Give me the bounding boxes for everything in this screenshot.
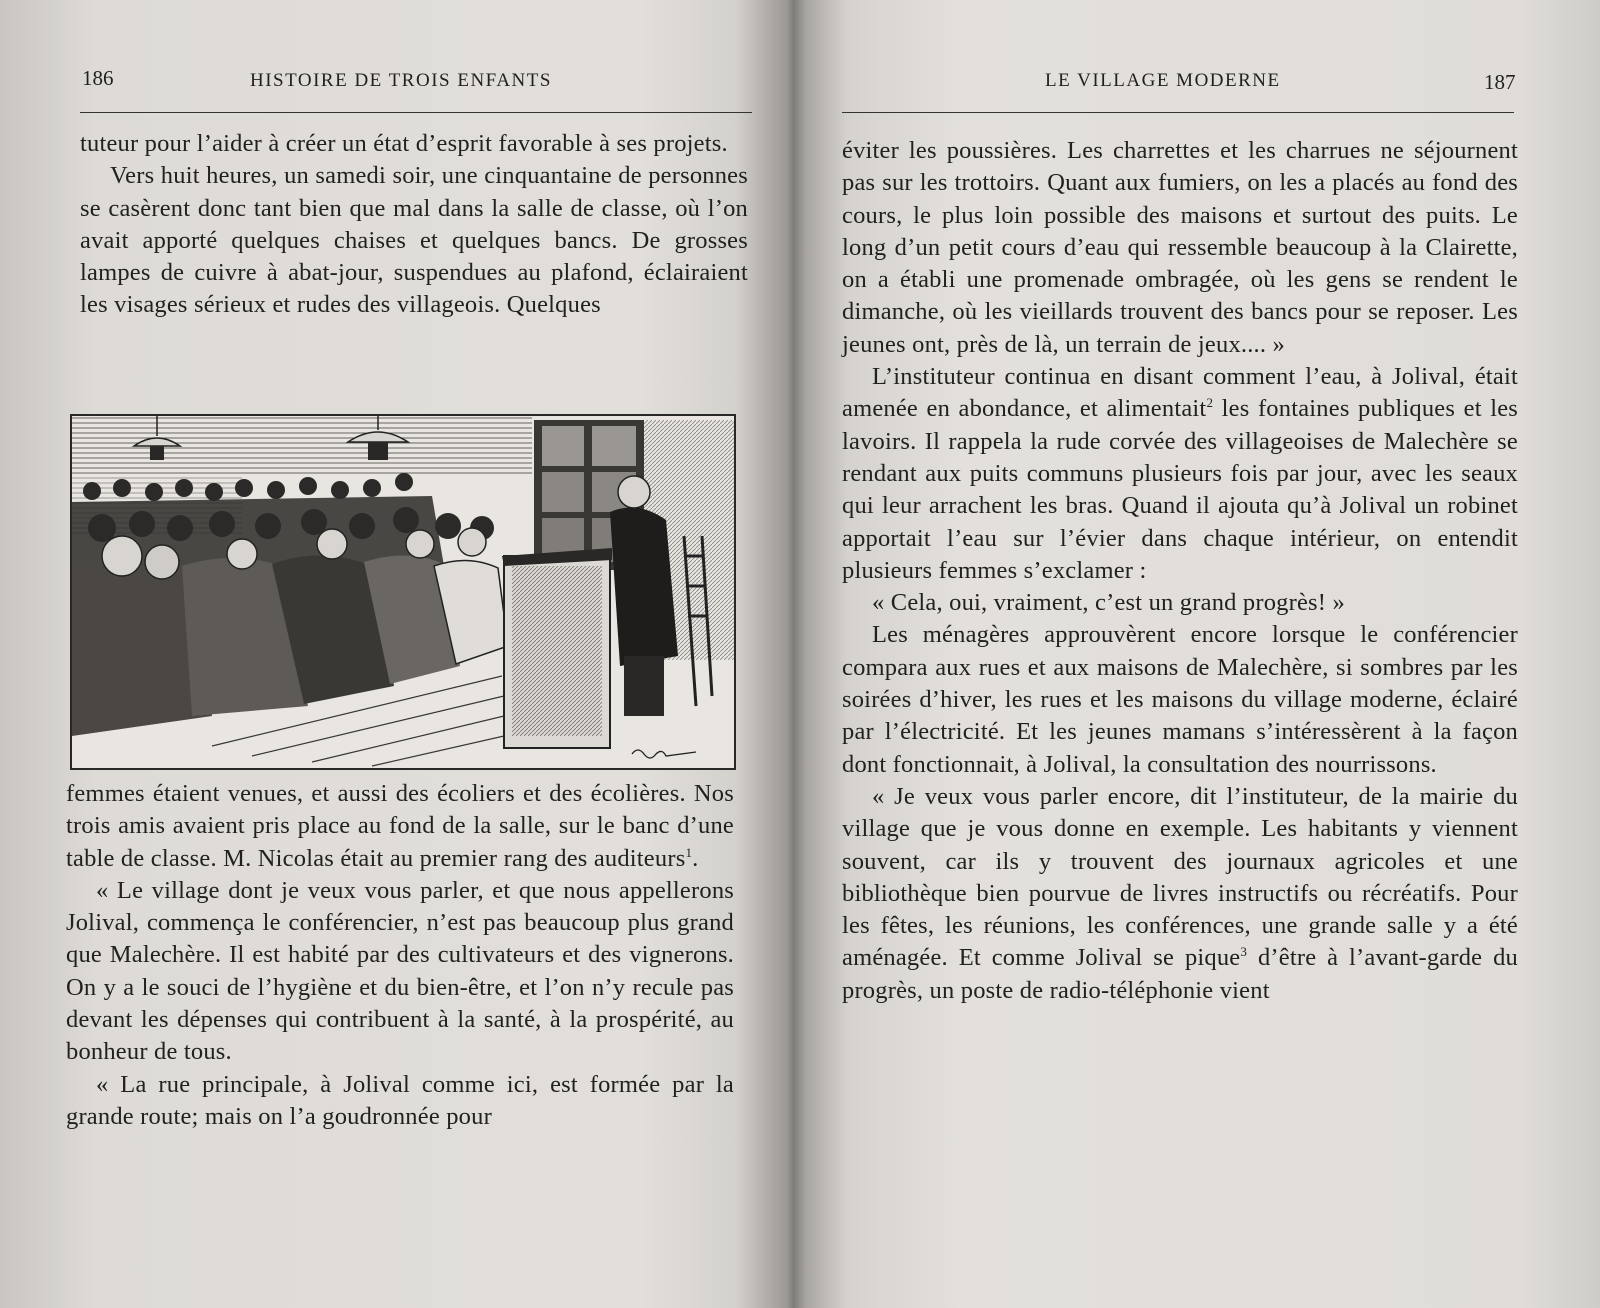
page-number: 187 — [1484, 70, 1516, 94]
paragraph — [66, 875, 734, 1069]
paragraph-text: « Le village dont je veux vous parler, et que nous appellerons Jolival, commença le conférencier, n’est pas beaucoup plus grand que Malechère. Il est habité par des cultivateurs et des vignerons. On y a le souci de l’hygiène et du bien-être, et l’on n’y recule pas devant les dépenses qui contribuent à la santé, à la prospérité, au bonheur de tous. — [66, 876, 734, 1066]
paragraph — [80, 128, 748, 160]
paragraph — [66, 1069, 734, 1134]
paragraph-tail: d’être à l’avant-garde du progrès, un poste de radio-téléphonie vient — [842, 944, 1518, 1004]
paragraph-text: Les ménagères approuvèrent encore lorsque le conférencier compara aux rues et aux maisons de Malechère, si sombres par les soirées d’hiver, les rues et les maisons du village moderne, éclairé par l’électricité. Et les jeunes mamans s’intéressèrent à la façon dont fonctionnait, à Jolival, la consultation des nourrissons. — [842, 621, 1518, 778]
footnote-ref: 3 — [1240, 944, 1248, 960]
header-rule — [842, 112, 1514, 113]
page-number: 186 — [82, 66, 114, 90]
running-head: LE VILLAGE MODERNE — [1045, 70, 1281, 91]
footnote-ref: 1 — [685, 844, 693, 860]
header-rule — [80, 112, 752, 113]
paragraph-tail: . — [692, 844, 699, 872]
paragraph — [842, 361, 1518, 587]
paragraph-text: éviter les poussières. Les charrettes et les charrues ne séjournent pas sur les trottoirs. Quant aux fumiers, on les a placés au fond des cours, le plus loin possible des maisons et surtout des puits. Le long d’un petit cours d’eau qui ressemble beaucoup à la Clairette, on a établi une promenade ombragée, où les gens se rendent le dimanche, où les vieillards trouvent des bancs pour se reposer. Les jeunes ont, près de là, un terrain de jeux.... » — [842, 137, 1518, 358]
paragraph-tail: les fontaines publiques et les lavoirs. Il rappela la rude corvée des villageoises de Malechère se rendant aux puits communs plusieurs fois par jour, avec les seaux qui leur arrachent les bras. Quand il ajouta qu’à Jolival un robinet apportait l’eau sur l’évier dans chaque intérieur, on entendit plusieurs femmes s’exclamer : — [842, 395, 1519, 584]
footnote-ref: 2 — [1206, 395, 1214, 411]
paragraph — [842, 781, 1518, 1007]
text-before-figure — [80, 128, 748, 322]
paragraph — [842, 587, 1518, 619]
paragraph — [842, 619, 1518, 780]
text-after-figure — [66, 778, 734, 1133]
illustration-village-conference — [70, 414, 736, 770]
paragraph — [66, 778, 734, 875]
paragraph-text: tuteur pour l’aider à créer un état d’esprit favorable à ses projets. — [80, 130, 728, 157]
body-text — [842, 135, 1518, 1007]
lectern — [502, 548, 612, 748]
left-page — [0, 0, 790, 1308]
paragraph-text: « La rue principale, à Jolival comme ici, est formée par la grande route; mais on l’a goudronnée pour — [66, 1070, 734, 1130]
paragraph-text: L’instituteur continua en disant comment l’eau, à Jolival, était amenée en abondance, et alimentait — [842, 363, 1518, 423]
paragraph — [842, 135, 1518, 361]
paragraph-text: « Cela, oui, vraiment, c’est un grand progrès! » — [872, 589, 1345, 617]
paragraph-text: Vers huit heures, un samedi soir, une cinquantaine de personnes se casèrent donc tant bien que mal dans la salle de classe, où l’on avait apporté quelques chaises et quelques bancs. De grosses lampes de cuivre à abat-jour, suspendues au plafond, éclairaient les visages sérieux et rudes des villageois. Quelques — [80, 162, 748, 319]
paragraph-text: femmes étaient venues, et aussi des écoliers et des écolières. Nos trois amis avaient pris place au fond de la salle, sur le banc d’une table de classe. M. Nicolas était au premier rang des auditeurs — [66, 780, 734, 872]
paragraph — [80, 160, 748, 321]
paragraph-text: « Je veux vous parler encore, dit l’instituteur, de la mairie du village que je vous donne en exemple. Les habitants y viennent souvent, car ils y trouvent des journaux agricoles et une bibliothèque bien pourvue de livres instructifs ou récréatifs. Pour les fêtes, les réunions, les conférences, une grande salle y a été aménagée. Et comme Jolival se pique — [842, 782, 1518, 972]
running-head: HISTOIRE DE TROIS ENFANTS — [250, 70, 552, 91]
right-page — [800, 0, 1600, 1308]
